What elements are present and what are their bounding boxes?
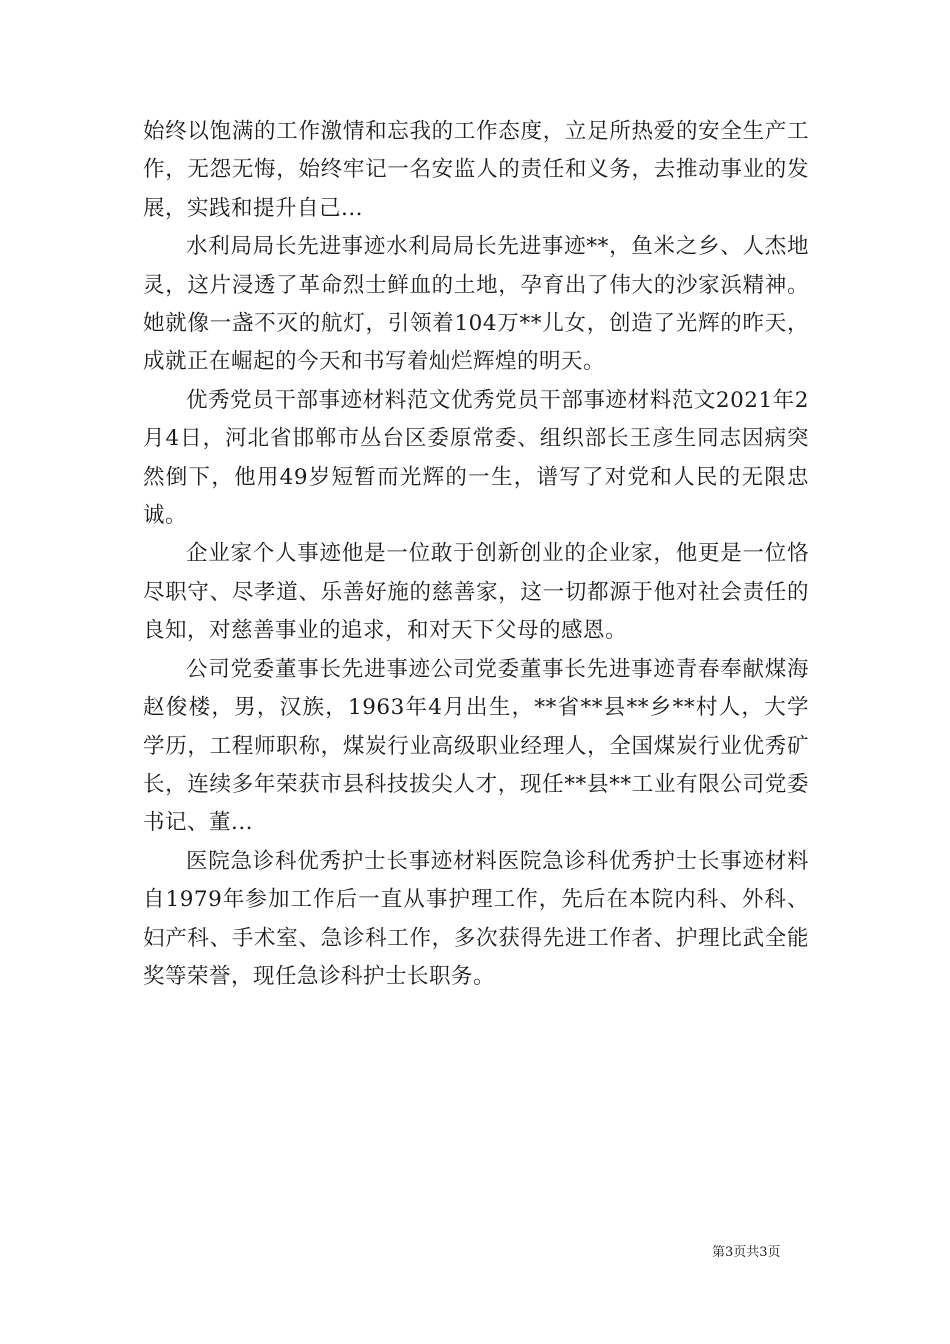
paragraph-party-member: 优秀党员干部事迹材料范文优秀党员干部事迹材料范文2021年2月4日，河北省邯郸市丛台区委原常委、组织部长王彦生同志因病突然倒下，他用49岁短暂而光辉的一生，谱写了对党和人民的无限忠诚。 [143, 387, 809, 529]
page-number-footer: 第3页共3页 [712, 1245, 781, 1260]
paragraph-water-bureau: 水利局局长先进事迹水利局局长先进事迹**，鱼米之乡、人杰地灵，这片浸透了革命烈士鲜血的土地，孕育出了伟大的沙家浜精神。她就像一盏不灭的航灯，引领着104万**儿女，创造了光辉的昨天，成就正在崛起的今天和书写着灿烂辉煌的明天。 [143, 234, 809, 375]
paragraph-head-nurse: 医院急诊科优秀护士长事迹材料医院急诊科优秀护士长事迹材料自1979年参加工作后一直从事护理工作，先后在本院内科、外科、妇产科、手术室、急诊科工作，多次获得先进工作者、护理比武全能奖等荣誉，现任急诊科护士长职务。 [143, 848, 809, 989]
paragraph-company-chairman: 公司党委董事长先进事迹公司党委董事长先进事迹青春奉献煤海赵俊楼，男，汉族，1963年4月出生，**省**县**乡**村人，大学学历，工程师职称，煤炭行业高级职业经理人，全国煤炭行业优秀矿长，连续多年荣获市县科技拔尖人才，现任**县**工业有限公司党委书记、董... [143, 656, 809, 836]
paragraph-entrepreneur: 企业家个人事迹他是一位敢于创新创业的企业家，他更是一位恪尽职守、尽孝道、乐善好施的慈善家，这一切都源于他对社会责任的良知，对慈善事业的追求，和对天下父母的感恩。 [143, 541, 809, 644]
paragraph-continuation: 始终以饱满的工作激情和忘我的工作态度，立足所热爱的安全生产工作，无怨无悔，始终牢记一名安监人的责任和义务，去推动事业的发展，实践和提升自己... [143, 119, 809, 221]
document-body [143, 113, 809, 996]
